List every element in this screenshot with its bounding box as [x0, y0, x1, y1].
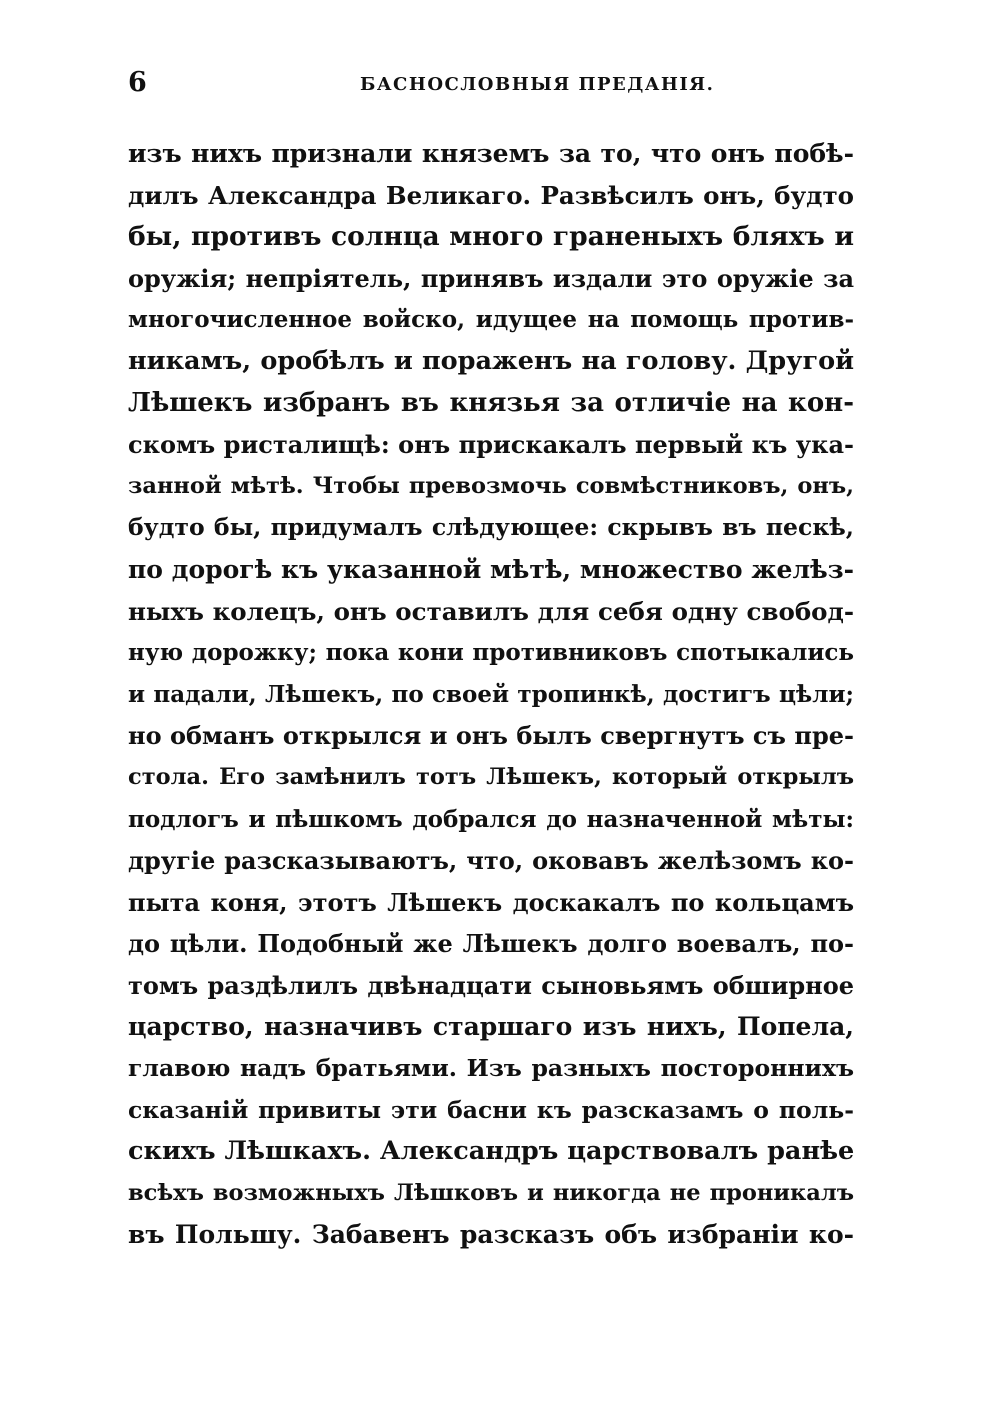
- body-text: [128, 133, 854, 1256]
- text-line: всѣхъ возможныхъ Лѣшковъ и никогда не проникалъ: [128, 1179, 854, 1206]
- text-line: въ Польшу. Забавенъ разсказъ объ избраніи ко-: [128, 1220, 854, 1250]
- text-line: многочисленное войско, идущее на помощь против-: [128, 306, 854, 334]
- text-line: и падали, Лѣшекъ, по своей тропинкѣ, достигъ цѣли;: [128, 680, 854, 708]
- text-line: будто бы, придумалъ слѣдующее: скрывъ въ пескѣ,: [128, 513, 854, 542]
- text-line: Лѣшекъ избранъ въ князья за отличіе на кон-: [128, 387, 854, 418]
- page-number: 6: [128, 67, 147, 98]
- text-line: занной мѣтѣ. Чтобы превозмочь совмѣстниковъ, онъ,: [128, 472, 854, 499]
- text-line: пыта коня, этотъ Лѣшекъ доскакалъ по кольцамъ: [128, 887, 854, 917]
- text-line: скомъ ристалищѣ: онъ прискакалъ первый къ ука-: [128, 430, 854, 460]
- text-line: скихъ Лѣшкахъ. Александръ царствовалъ ранѣе: [128, 1136, 854, 1167]
- page-header: [128, 66, 854, 106]
- text-line: царство, назначивъ старшаго изъ нихъ, Попела,: [128, 1012, 854, 1042]
- text-line: бы, противъ солнца много граненыхъ бляхъ и: [128, 221, 854, 253]
- text-line: сказаній привиты эти басни къ разсказамъ о поль-: [128, 1095, 854, 1124]
- text-line: другіе разсказываютъ, что, оковавъ желѣзомъ ко-: [128, 846, 854, 876]
- text-line: никамъ, оробѣлъ и пораженъ на голову. Другой: [128, 345, 854, 376]
- text-line: подлогъ и пѣшкомъ добрался до назначенной мѣты:: [128, 805, 854, 833]
- text-line: изъ нихъ признали княземъ за то, что онъ побѣ-: [128, 139, 854, 168]
- text-line: дилъ Александра Великаго. Развѣсилъ онъ, будто: [128, 180, 854, 210]
- text-line: до цѣли. Подобный же Лѣшекъ долго воевалъ, по-: [128, 929, 854, 959]
- running-title: БАСНОСЛОВНЫЯ ПРЕДАНІЯ.: [360, 74, 715, 95]
- text-line: но обманъ открылся и онъ былъ свергнутъ съ пре-: [128, 721, 854, 751]
- text-line: по дорогѣ къ указанной мѣтѣ, множество желѣз-: [128, 554, 854, 584]
- text-line: оружія; непріятель, принявъ издали это оружіе за: [128, 263, 854, 293]
- text-line: томъ раздѣлилъ двѣнадцати сыновьямъ обширное: [128, 970, 854, 1000]
- text-line: ныхъ колецъ, онъ оставилъ для себя одну свобод-: [128, 596, 854, 626]
- text-line: ную дорожку; пока кони противниковъ спотыкались: [128, 639, 854, 667]
- text-line: главою надъ братьями. Изъ разныхъ постороннихъ: [128, 1054, 854, 1083]
- text-line: стола. Его замѣнилъ тотъ Лѣшекъ, который открылъ: [128, 763, 854, 790]
